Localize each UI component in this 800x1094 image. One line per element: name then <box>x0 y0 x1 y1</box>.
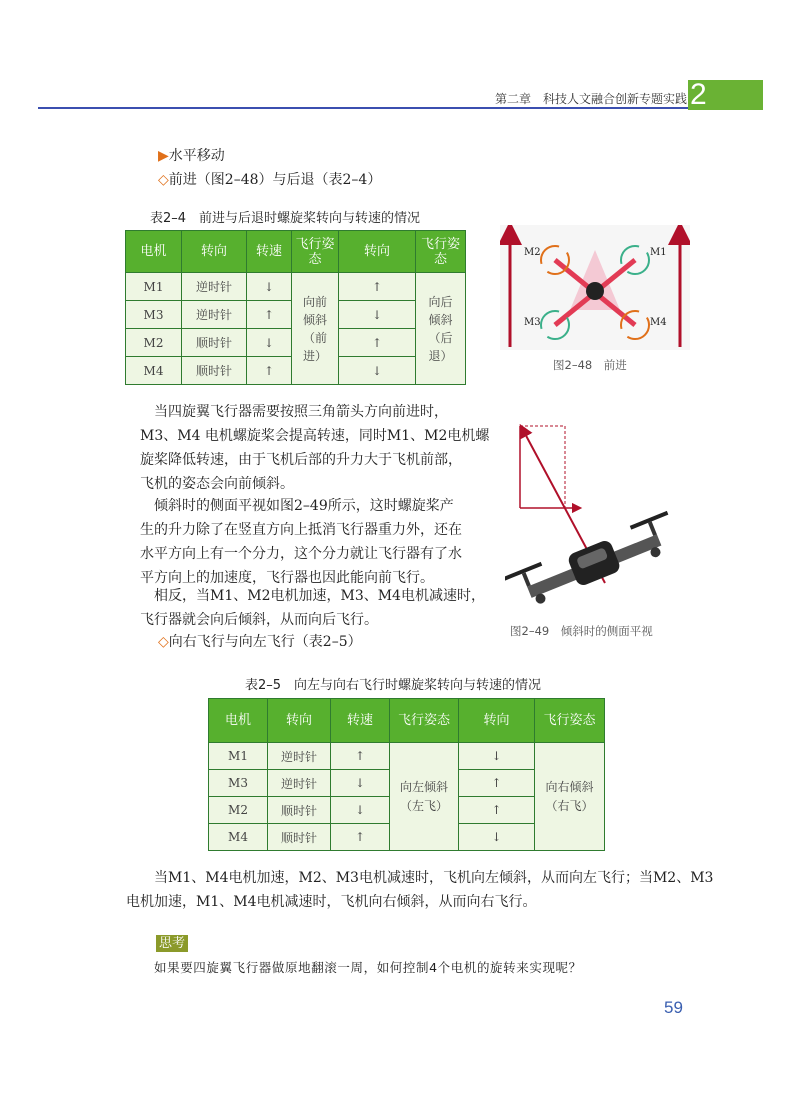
cell-dir: 顺时针 <box>182 329 247 357</box>
think-label: 思考 <box>156 932 188 951</box>
label-m2: M2 <box>524 247 541 258</box>
chapter-title: 第二章 科技人文融合创新专题实践 <box>495 92 688 106</box>
cell-speed2: ↑ <box>339 273 416 301</box>
cell-attitude-forward: 向前倾斜（前进） <box>292 273 339 385</box>
paragraph-1: 当四旋翼飞行器需要按照三角箭头方向前进时， M3、M4 电机螺旋桨会提高转速，同时M1、M2电机螺 旋桨降低转速，由于飞机后部的升力大于飞机前部， 飞机的姿态会向前倾斜。 <box>140 404 490 492</box>
th-speed: 转速 <box>331 699 390 743</box>
cell-speed: ↑ <box>247 301 292 329</box>
chapter-number: 2 <box>690 78 707 111</box>
cell-speed2: ↑ <box>459 770 535 797</box>
cell-dir: 逆时针 <box>268 770 331 797</box>
th-direction: 转向 <box>182 231 247 273</box>
cell-speed: ↓ <box>247 329 292 357</box>
cell-motor: M1 <box>126 273 182 301</box>
diamond-bullet-icon: ◇ <box>158 172 169 188</box>
section-heading: ▶水平移动 <box>158 148 225 164</box>
cell-dir: 顺时针 <box>182 357 247 385</box>
cell-speed2: ↓ <box>459 743 535 770</box>
figure-2-49-quadcopter-side <box>505 418 675 613</box>
drone-side-view <box>505 511 675 613</box>
cell-speed: ↓ <box>247 273 292 301</box>
paragraph-2: 倾斜时的侧面平视如图2–49所示，这时螺旋桨产 生的升力除了在竖直方向上抵消飞行器重力外，还在 水平方向上有一个分力，这个分力就让飞行器有了水 平方向上的加速度，飞行器也因此能向前飞行。 <box>140 498 462 586</box>
paragraph-3: 相反，当M1、M2电机加速，M3、M4电机减速时， 飞行器就会向后倾斜，从而向后飞行。 <box>140 588 485 628</box>
cell-speed2: ↓ <box>339 357 416 385</box>
th-motor: 电机 <box>209 699 268 743</box>
cell-motor: M1 <box>209 743 268 770</box>
cell-dir: 顺时针 <box>268 797 331 824</box>
figure-2-48-quadcopter-top <box>500 225 690 350</box>
table4-caption: 表2–4 前进与后退时螺旋桨转向与转速的情况 <box>150 211 421 226</box>
body <box>586 282 604 300</box>
th-speed: 转速 <box>247 231 292 273</box>
subheading-sideways: ◇向右飞行与向左飞行（表2–5） <box>158 634 362 650</box>
th-direction2: 转向 <box>339 231 416 273</box>
cell-speed: ↑ <box>331 824 390 851</box>
header-rule <box>38 107 688 109</box>
triangle-bullet-icon: ▶ <box>158 148 169 164</box>
cell-speed: ↓ <box>331 770 390 797</box>
th-attitude2: 飞行姿态 <box>416 231 466 273</box>
cell-speed2: ↓ <box>459 824 535 851</box>
cell-attitude-back: 向后倾斜（后退） <box>416 273 466 385</box>
fig48-caption: 图2–48 前进 <box>553 358 627 372</box>
cell-motor: M2 <box>209 797 268 824</box>
label-m4: M4 <box>650 317 667 328</box>
cell-dir: 逆时针 <box>182 273 247 301</box>
page-number: 59 <box>664 998 683 1017</box>
cell-motor: M4 <box>209 824 268 851</box>
cell-dir: 顺时针 <box>268 824 331 851</box>
table5-caption: 表2–5 向左与向右飞行时螺旋桨转向与转速的情况 <box>245 678 542 693</box>
cell-dir: 逆时针 <box>182 301 247 329</box>
th-attitude: 飞行姿态 <box>390 699 459 743</box>
diamond-bullet-icon: ◇ <box>158 634 169 650</box>
cell-motor: M3 <box>209 770 268 797</box>
th-attitude2: 飞行姿态 <box>535 699 605 743</box>
label-m3: M3 <box>524 317 541 328</box>
cell-speed: ↑ <box>247 357 292 385</box>
cell-attitude-left: 向左倾斜（左飞） <box>390 743 459 851</box>
cell-speed2: ↑ <box>459 797 535 824</box>
table4 <box>125 230 466 385</box>
label-m1: M1 <box>650 247 667 258</box>
subheading-forward: ◇前进（图2–48）与后退（表2–4） <box>158 172 382 188</box>
cell-dir: 逆时针 <box>268 743 331 770</box>
th-attitude: 飞行姿态 <box>292 231 339 273</box>
cell-speed2: ↑ <box>339 329 416 357</box>
cell-motor: M4 <box>126 357 182 385</box>
think-question: 如果要四旋翼飞行器做原地翻滚一周，如何控制4个电机的旋转来实现呢？ <box>154 960 582 975</box>
th-motor: 电机 <box>126 231 182 273</box>
cell-speed: ↑ <box>331 743 390 770</box>
table5 <box>208 698 605 851</box>
cell-speed: ↓ <box>331 797 390 824</box>
cell-motor: M2 <box>126 329 182 357</box>
paragraph-4: 当M1、M4电机加速，M2、M3电机减速时，飞机向左倾斜，从而向左飞行；当M2、M3 电机加速，M1、M4电机减速时，飞机向右倾斜，从而向右飞行。 <box>126 870 714 910</box>
th-direction2: 转向 <box>459 699 535 743</box>
cell-speed2: ↓ <box>339 301 416 329</box>
th-direction: 转向 <box>268 699 331 743</box>
fig49-caption: 图2–49 倾斜时的侧面平视 <box>510 624 653 638</box>
cell-motor: M3 <box>126 301 182 329</box>
cell-attitude-right: 向右倾斜（右飞） <box>535 743 605 851</box>
